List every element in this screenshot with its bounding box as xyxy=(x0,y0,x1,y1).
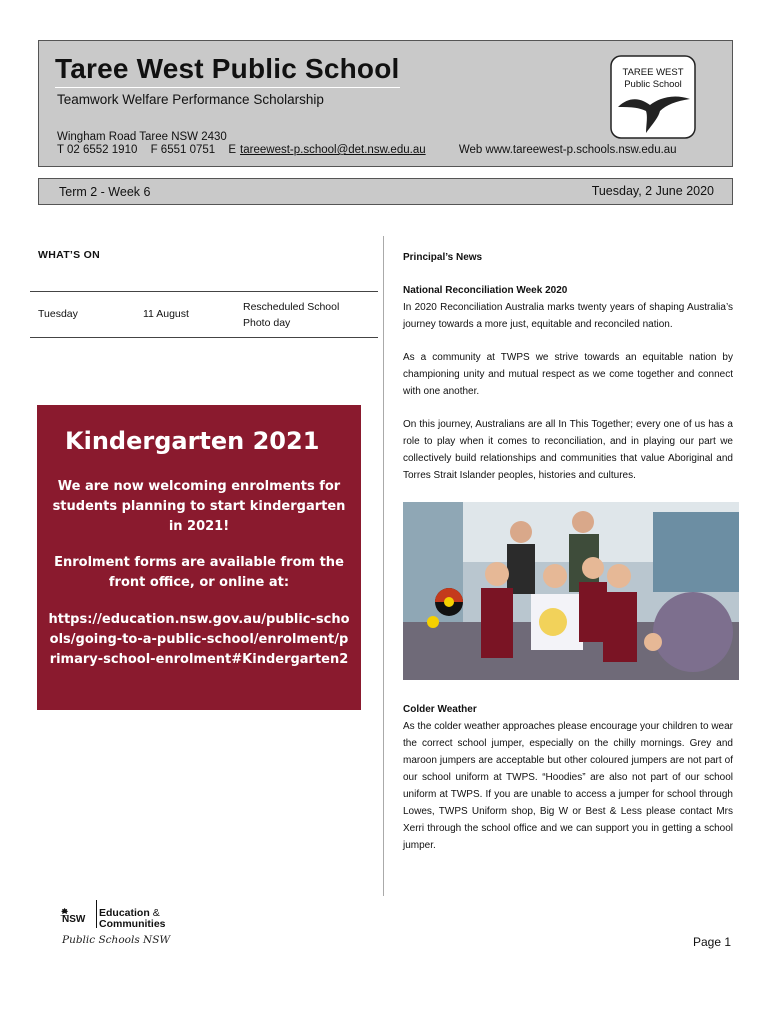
logo-education: Education xyxy=(99,907,150,919)
banner-forms-text: Enrolment forms are available from the front office, or online at: xyxy=(54,555,344,590)
term-week: Term 2 - Week 6 xyxy=(59,185,151,199)
table-bottom-rule xyxy=(30,337,378,338)
table-top-rule xyxy=(30,291,378,292)
principal-news-heading: Principal’s News xyxy=(403,252,483,263)
logo-ampersand: & xyxy=(152,907,160,919)
colder-weather-heading: Colder Weather xyxy=(403,704,477,715)
banner-title: Kindergarten 2021 xyxy=(65,427,320,455)
logo-text-line2: Public School xyxy=(624,79,682,90)
contact-line xyxy=(57,144,687,156)
public-schools-tagline: Public Schools NSW xyxy=(62,934,171,946)
school-address: Wingham Road Taree NSW 2430 xyxy=(57,131,227,143)
event-description xyxy=(243,299,363,331)
banner-welcome-text: We are now welcoming enrolments for students planning to start kindergarten in 2021! xyxy=(52,479,346,534)
nsw-wordmark: NSW xyxy=(62,914,86,925)
principal-paragraph-2: As a community at TWPS we strive towards an equitable nation by championing unity and mutual respect as we come together and connect with one another. xyxy=(403,352,733,397)
colder-weather-body: As the colder weather approaches please encourage your children to wear the correct school jumper, especially on the chilly mornings. Grey and maroon jumpers are acceptable but other coloured jumpers are not part of our school uniform at TWPS. “Hoodies” are also not part of our school uniform at TWPS. If you are unable to access a jumper for school through Lowes, TWPS Uniform shop, Big W or Best & Less please contact Mrs Xerri through the school office and we can support you in getting a school jumper. xyxy=(403,721,733,851)
classroom-photo xyxy=(403,502,739,680)
photo-illustration xyxy=(403,502,739,680)
event-description-line2: Photo day xyxy=(243,317,291,329)
column-divider xyxy=(383,236,384,896)
school-header xyxy=(38,40,733,167)
whats-on-heading: WHAT’S ON xyxy=(38,249,100,261)
logo-text-line1: TAREE WEST xyxy=(622,67,684,78)
event-date: 11 August xyxy=(143,308,189,320)
fax-number: F 6551 0751 xyxy=(150,144,216,156)
event-description-line1: Rescheduled School xyxy=(243,301,340,313)
term-bar xyxy=(38,178,733,205)
banner-enrolment-url[interactable]: https://education.nsw.gov.au/public-schools/going-to-a-public-school/enrolment/primary-school-enrolment#Kindergarten2 xyxy=(48,612,350,667)
email-label: E xyxy=(228,144,237,156)
logo-divider xyxy=(96,900,97,928)
phone-number: T 02 6552 1910 xyxy=(57,144,138,156)
principal-paragraph-3: On this journey, Australians are all In This Together; every one of us has a role to play when it comes to reconciliation, and in playing our part we collectively build relationships and communities that value Aboriginal and Torres Strait Islander peoples, histories and cultures. xyxy=(403,419,733,481)
event-day: Tuesday xyxy=(38,308,78,320)
school-motto: Teamwork Welfare Performance Scholarship xyxy=(57,92,324,107)
website-link[interactable]: Web www.tareewest-p.schools.nsw.edu.au xyxy=(458,144,677,156)
principal-paragraph-1: In 2020 Reconciliation Australia marks twenty years of shaping Australia’s journey towards a more just, equitable and reconciled nation. xyxy=(403,302,733,330)
reconciliation-week-heading: National Reconciliation Week 2020 xyxy=(403,285,568,296)
school-logo xyxy=(610,55,696,139)
issue-date: Tuesday, 2 June 2020 xyxy=(591,184,714,198)
kindergarten-banner xyxy=(37,405,361,710)
education-communities-text xyxy=(99,908,166,930)
logo-communities: Communities xyxy=(99,918,166,930)
school-name: Taree West Public School xyxy=(55,53,400,88)
email-link[interactable]: tareewest-p.school@det.nsw.edu.au xyxy=(240,144,426,156)
page-number: Page 1 xyxy=(693,935,732,949)
